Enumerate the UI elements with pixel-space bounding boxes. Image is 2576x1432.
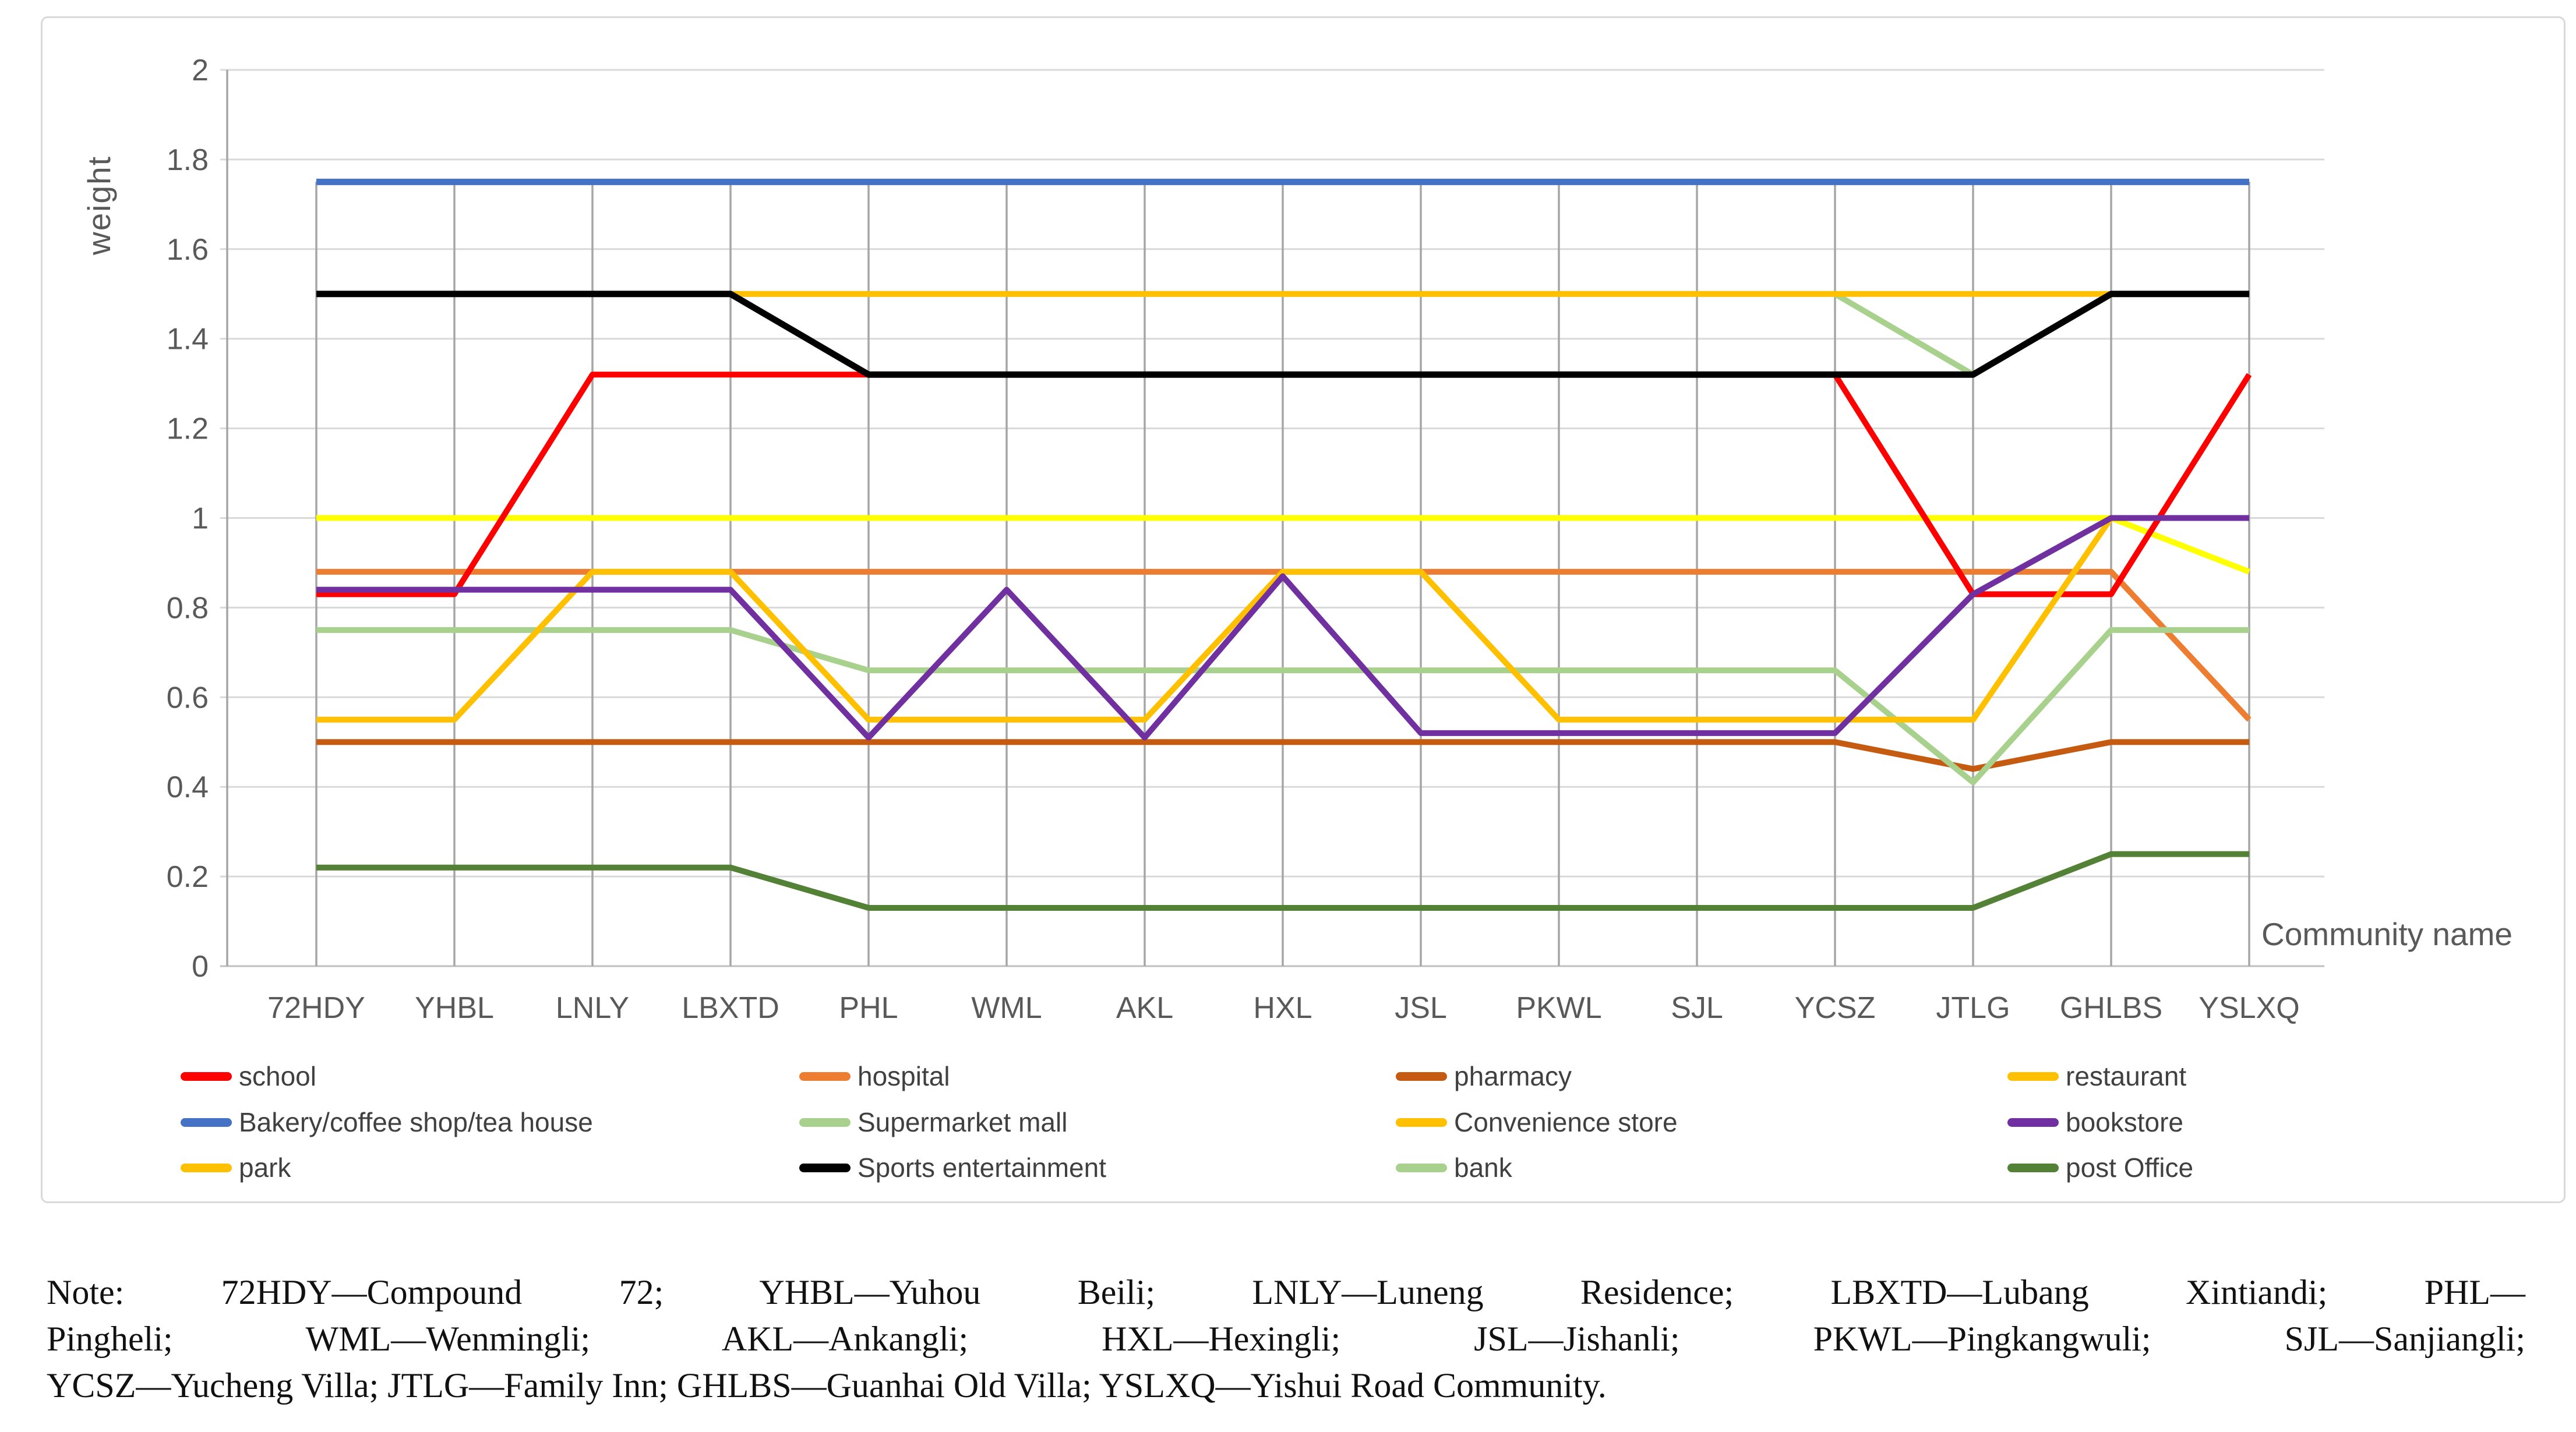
legend-swatch [799,1072,851,1081]
category-label: SJL [1671,991,1723,1025]
legend-swatch [181,1118,232,1127]
x-axis-title: Community name [2261,916,2513,952]
category-label: YCSZ [1794,991,1876,1025]
legend-swatch [181,1072,232,1081]
category-label: WML [971,991,1042,1025]
category-label: JSL [1395,991,1447,1025]
legend-label: hospital [858,1061,950,1091]
legend-swatch [181,1164,232,1172]
note-line-2: Pingheli; WML—Wenmingli; AKL—Ankangli; HXL—Hexingli; JSL—Jishanli; PKWL—Pingkangwuli; SJL—Sanjiangli; [47,1319,2525,1358]
category-label: HXL [1253,991,1312,1025]
y-tick-label: 1 [192,501,209,536]
category-label: JTLG [1936,991,2010,1025]
y-tick-label: 1.6 [166,232,209,267]
legend-label: pharmacy [1454,1061,1572,1091]
category-label: AKL [1116,991,1174,1025]
y-tick-label: 1.2 [166,412,209,446]
legend-item [2007,1106,2183,1138]
legend-swatch [2007,1118,2059,1127]
y-tick-label: 1.8 [166,143,209,177]
legend-label: restaurant [2066,1061,2187,1091]
category-label: PKWL [1516,991,1602,1025]
note-line-1: Note: 72HDY—Compound 72; YHBL—Yuhou Beili; LNLY—Luneng Residence; LBXTD—Lubang Xintiandi; PHL— [47,1273,2525,1311]
legend-swatch [799,1164,851,1172]
category-label: 72HDY [267,991,365,1025]
y-tick-label: 0.4 [166,770,209,805]
legend-label: Bakery/coffee shop/tea house [239,1107,593,1137]
legend-item [1396,1151,1512,1184]
legend-label: bank [1454,1152,1512,1183]
y-axis-title: weight [81,155,117,255]
legend-item [2007,1151,2193,1184]
legend-item [799,1060,950,1092]
y-tick-label: 0.2 [166,860,209,894]
legend-label: Supermarket mall [858,1107,1068,1137]
legend-label: bookstore [2066,1107,2184,1137]
y-tick-label: 0.6 [166,681,209,715]
figure-box [41,16,2566,1203]
legend-item [181,1106,593,1138]
category-label: LBXTD [682,991,779,1025]
category-label: LNLY [555,991,630,1025]
legend-label: park [239,1152,291,1183]
legend-label: post Office [2066,1152,2194,1183]
legend-label: Convenience store [1454,1107,1678,1137]
legend-label: school [239,1061,316,1091]
legend-swatch [1396,1072,1447,1081]
legend-swatch [2007,1164,2059,1172]
category-label: YHBL [415,991,494,1025]
legend-item [181,1060,316,1092]
legend-item [2007,1060,2186,1092]
category-label: YSLXQ [2199,991,2300,1025]
legend-swatch [1396,1118,1447,1127]
legend-swatch [799,1118,851,1127]
legend-item [1396,1106,1678,1138]
category-label: GHLBS [2059,991,2163,1025]
legend-swatch [2007,1072,2059,1081]
legend-item [799,1151,1106,1184]
legend-item [1396,1060,1572,1092]
note-line-3: YCSZ—Yucheng Villa; JTLG—Family Inn; GHLBS—Guanhai Old Villa; YSLXQ—Yishui Road Community. [47,1366,1607,1405]
category-label: PHL [839,991,898,1025]
legend-swatch [1396,1164,1447,1172]
legend-label: Sports entertainment [858,1152,1107,1183]
y-tick-label: 0 [192,950,209,984]
legend-item [181,1151,291,1184]
note-text [47,1270,2525,1409]
y-tick-label: 2 [192,54,209,87]
legend-item [799,1106,1067,1138]
y-tick-label: 1.4 [166,322,209,356]
y-tick-label: 0.8 [166,591,209,625]
